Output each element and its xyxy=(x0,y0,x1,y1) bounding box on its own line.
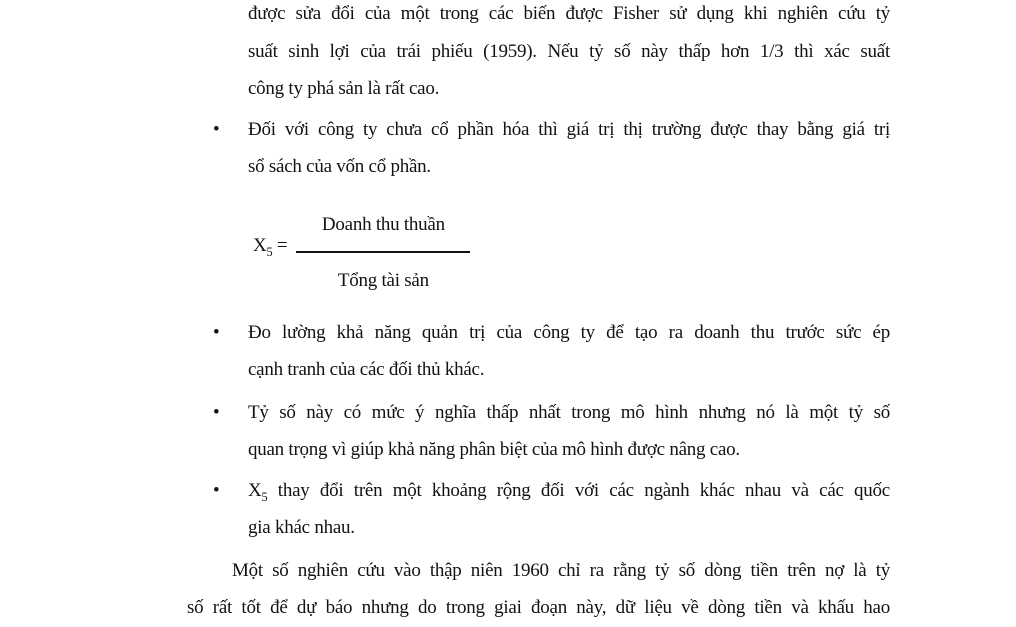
formula-subscript: 5 xyxy=(261,489,268,504)
text-line: số rất tốt để dự báo nhưng do trong giai đoạn này, dữ liệu về dòng tiền và khấu hao xyxy=(187,597,890,618)
text-line: Tỷ số này có mức ý nghĩa thấp nhất trong mô hình nhưng nó là một tỷ số xyxy=(248,401,890,423)
text-line: Đo lường khả năng quản trị của công ty để tạo ra doanh thu trước sức ép xyxy=(248,321,890,343)
fraction-bar xyxy=(296,251,470,253)
bullet-item-management-capability xyxy=(213,314,890,389)
text-line: sổ sách của vốn cổ phần. xyxy=(248,156,431,177)
text-line xyxy=(248,472,890,510)
text-line: quan trọng vì giúp khả năng phân biệt của mô hình được nâng cao. xyxy=(248,439,740,460)
text-line: cạnh tranh của các đối thủ khác. xyxy=(248,359,485,380)
text-line: Một số nghiên cứu vào thập niên 1960 chỉ ra rằng tỷ số dòng tiền trên nợ là tỷ xyxy=(232,559,890,581)
bullet-item-x5-variation xyxy=(213,472,890,547)
formula-lhs xyxy=(253,227,287,265)
text-line: được sửa đổi của một trong các biến được Fisher sử dụng khi nghiên cứu tỷ xyxy=(248,3,890,24)
text-segment: thay đổi trên một khoảng rộng đối với các ngành khác nhau và các quốc xyxy=(267,479,890,501)
bullet-item-equity-book-value xyxy=(213,111,890,186)
bullet-marker: • xyxy=(213,321,220,343)
formula-x5 xyxy=(253,206,890,300)
formula-numerator: Doanh thu thuần xyxy=(321,213,445,235)
bullet-marker: • xyxy=(213,118,220,140)
bullet-item-significance xyxy=(213,394,890,469)
closing-paragraph xyxy=(187,552,890,627)
fraction xyxy=(296,206,470,300)
text-line: gia khác nhau. xyxy=(248,517,355,538)
intro-paragraph xyxy=(248,0,890,108)
bullet-marker: • xyxy=(213,401,220,423)
formula-subscript: 5 xyxy=(266,244,273,259)
bullet-marker: • xyxy=(213,479,220,501)
text-line: Đối với công ty chưa cổ phần hóa thì giá trị thị trường được thay bằng giá trị xyxy=(248,118,890,140)
formula-variable: X xyxy=(248,479,262,501)
equals-sign: = xyxy=(272,234,288,256)
text-line: công ty phá sản là rất cao. xyxy=(248,78,440,99)
formula-denominator: Tổng tài sản xyxy=(337,270,429,291)
text-line: suất sinh lợi của trái phiếu (1959). Nếu tỷ số này thấp hơn 1/3 thì xác suất xyxy=(248,40,890,62)
formula-variable: X xyxy=(253,234,267,256)
page-content xyxy=(187,0,890,627)
